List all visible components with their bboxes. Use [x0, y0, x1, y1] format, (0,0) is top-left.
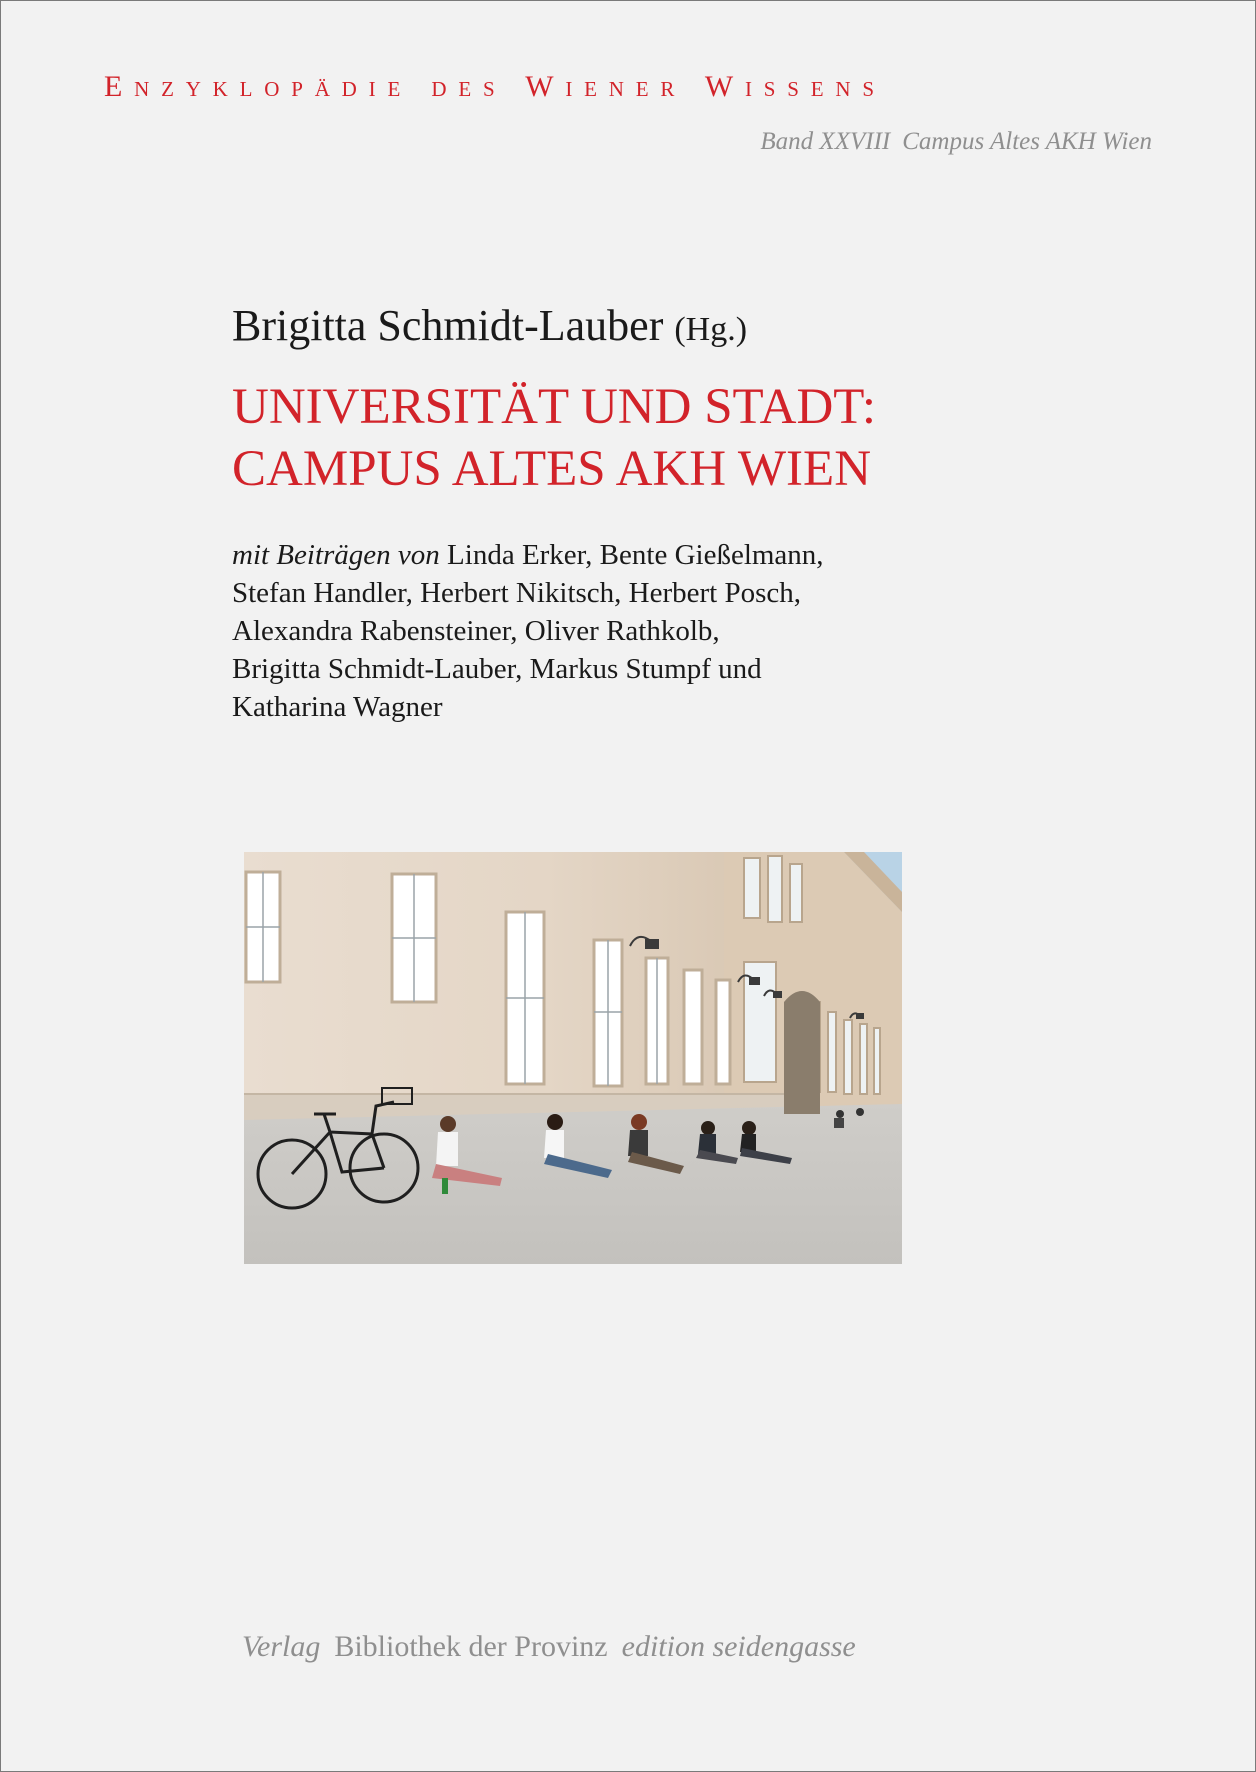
series-title: Enzyklopädie des Wiener Wissens [104, 70, 886, 103]
publisher-name: Bibliothek der Provinz [334, 1630, 608, 1663]
book-title [232, 376, 876, 500]
volume-line [760, 128, 1152, 156]
bottle [442, 1178, 448, 1194]
publisher-edition: edition seidengasse [621, 1630, 856, 1663]
contributors-line-3: Alexandra Rabensteiner, Oliver Rathkolb, [232, 615, 720, 647]
contributors-line-2: Stefan Handler, Herbert Nikitsch, Herbert Posch, [232, 577, 801, 609]
archway [784, 991, 820, 1114]
cover-photo [244, 852, 902, 1264]
book-title-line-1: UNIVERSITÄT UND STADT: [232, 379, 877, 435]
contributors-line-4: Brigitta Schmidt-Lauber, Markus Stumpf und [232, 653, 762, 685]
contributors-line-5: Katharina Wagner [232, 691, 443, 723]
pavement [244, 1104, 902, 1264]
editor-role: (Hg.) [674, 311, 748, 348]
contributors-intro: mit Beiträgen von [232, 539, 440, 571]
editor [232, 300, 747, 351]
volume-number: Band XXVIII [760, 128, 891, 155]
publisher-line [242, 1630, 856, 1664]
contributors-line-1: Linda Erker, Bente Gießelmann, [447, 539, 824, 571]
contributors [232, 536, 952, 726]
volume-subtitle: Campus Altes AKH Wien [902, 128, 1152, 155]
editor-name: Brigitta Schmidt-Lauber [232, 301, 664, 350]
book-title-line-2: CAMPUS ALTES AKH WIEN [232, 441, 872, 497]
publisher-verlag: Verlag [242, 1630, 321, 1663]
